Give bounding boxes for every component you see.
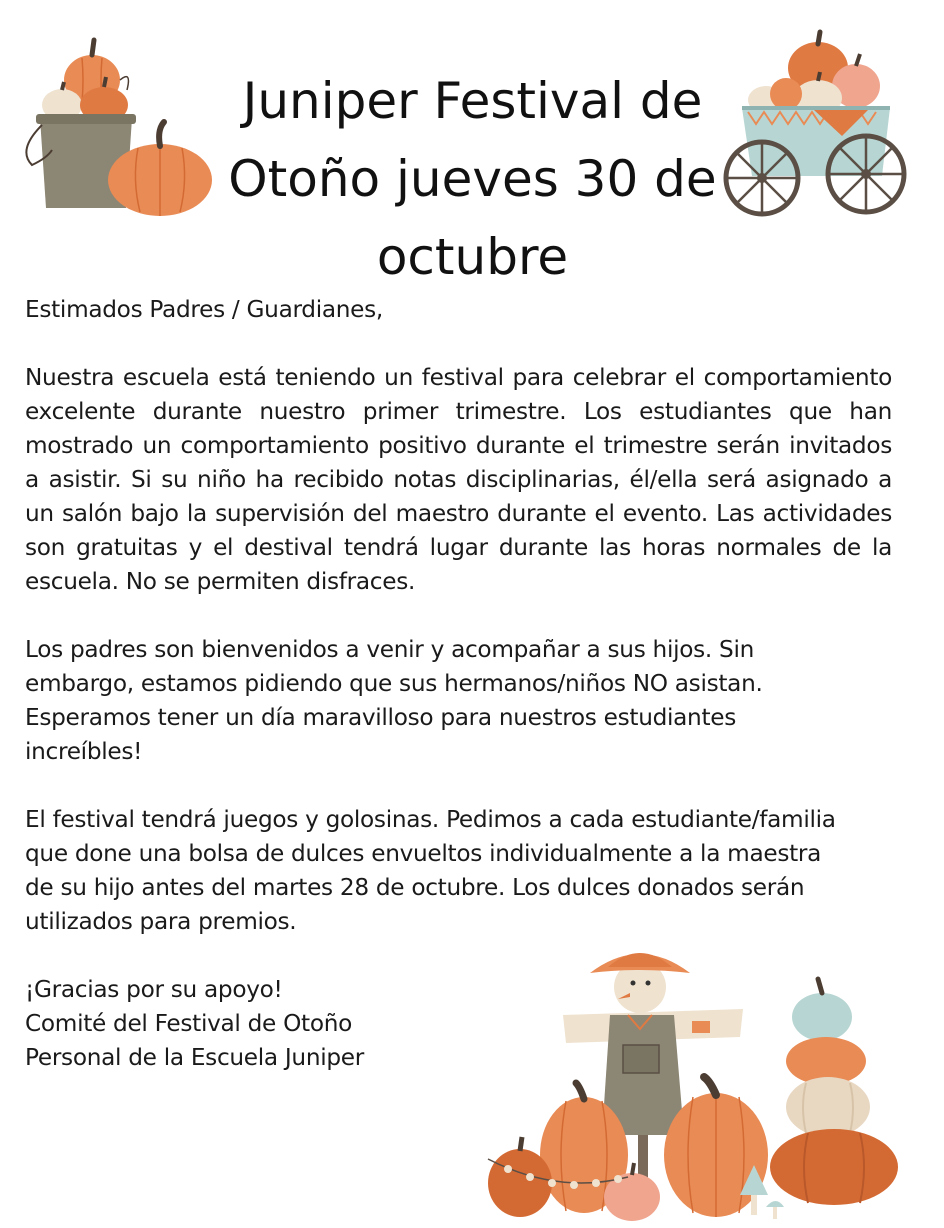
greeting: Estimados Padres / Guardianes,: [25, 296, 383, 323]
paragraph-event-description: Nuestra escuela está teniendo un festival para celebrar el comportamiento excelente durante nuestro primer trimestre. Los estudiantes que han mostrado un comportamiento positivo durante el trimestre serán invitados a asistir. Si su niño ha recibido notas disciplinarias, él/ella será asignado a un salón bajo la supervisión del maestro durante el evento. Las actividades son gratuitas y el destival tendrá lugar durante las horas normales de la escuela. No se permiten disfraces.: [25, 364, 892, 595]
paragraph-parents-line: increíbles!: [25, 738, 143, 765]
pumpkin-wagon-illustration: [718, 28, 914, 223]
paragraph-candy-line: utilizados para premios.: [25, 908, 297, 935]
paragraph-candy-donation: [25, 803, 892, 939]
closing-committee: Comité del Festival de Otoño: [25, 1010, 352, 1037]
title-line-2: Otoño jueves 30 de: [228, 150, 717, 208]
page-title: [220, 62, 725, 296]
paragraph-parents-line: embargo, estamos pidiendo que sus hermanos/niños NO asistan.: [25, 670, 763, 697]
closing-staff: Personal de la Escuela Juniper: [25, 1044, 364, 1071]
paragraph-parents-line: Esperamos tener un día maravilloso para nuestros estudiantes: [25, 704, 736, 731]
paragraph-parents: [25, 633, 892, 769]
scarecrow-pumpkins-illustration: [478, 945, 908, 1225]
paragraph-candy-line: de su hijo antes del martes 28 de octubre. Los dulces donados serán: [25, 874, 805, 901]
paragraph-candy-line: que done una bolsa de dulces envueltos individualmente a la maestra: [25, 840, 822, 867]
title-line-1: Juniper Festival de: [242, 72, 703, 130]
closing-thanks: ¡Gracias por su apoyo!: [25, 976, 283, 1003]
title-line-3: octubre: [376, 228, 569, 286]
paragraph-candy-line: El festival tendrá juegos y golosinas. Pedimos a cada estudiante/familia: [25, 806, 836, 833]
paragraph-parents-line: Los padres son bienvenidos a venir y acompañar a sus hijos. Sin: [25, 636, 754, 663]
pumpkin-bucket-illustration: [22, 30, 217, 220]
